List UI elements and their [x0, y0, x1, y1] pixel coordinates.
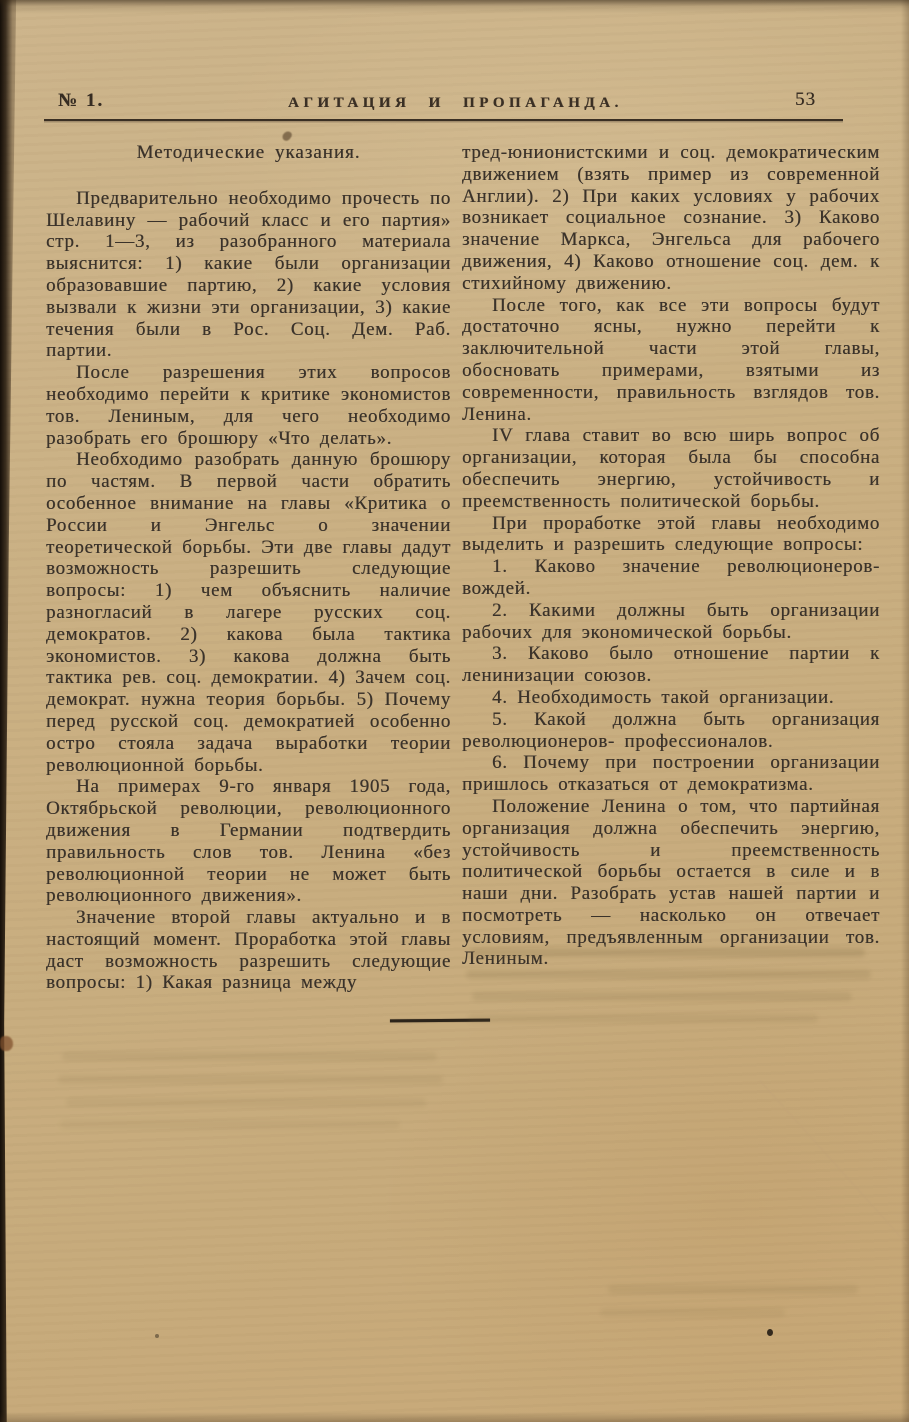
- showthrough-smudge: [608, 1285, 858, 1294]
- section-heading: Методические указания.: [136, 142, 361, 163]
- right-list-item-2: 2. Какими должны быть организации рабочих для экономической борьбы.: [462, 599, 880, 643]
- right-list-item-6: 6. Почему при построении организации пришлось отказаться от демократизма.: [462, 752, 880, 796]
- margin-stain: [0, 1036, 13, 1051]
- showthrough-smudge: [470, 948, 865, 957]
- right-list-item-1: 1. Каково значение революционеров-вождей.: [462, 556, 880, 599]
- showthrough-smudge: [58, 1075, 443, 1084]
- left-paragraph-1: Предварительно необходимо прочесть по Шелавину — рабочий класс и его партия» стр. 1—3, из разобранного материала выяснится: 1) какие были организации образовавшие партию, 2) какие условия вызвали к жизни эти организации, 3) какие течения были в Рос. Соц. Дем. Раб. партии.: [46, 187, 451, 362]
- showthrough-smudge: [60, 1120, 400, 1129]
- running-title: АГИТАЦИЯ И ПРОПАГАНДА.: [288, 95, 623, 111]
- left-paragraph-3: Необходимо разобрать данную брошюру по частям. В первой части обратить особенное внимание на главы «Критика о России и Энгельс о значении теоретической борьбы. Эти две главы дадут возможность разрешить следующие вопросы: 1) чем объяснить наличие разногласий в лагере русских соц. демократов. 2) какова была тактика экономистов. 3) какова должна быть тактика рев. соц. демократии. 4) Зачем соц. демократ. нужна теория борьбы. 5) Почему перед русской соц. демократией особенно остро стояла задача выработки теории революционной борьбы.: [46, 449, 451, 776]
- left-paragraph-4: На примерах 9-го января 1905 года, Октябрьской революции, революционного движения в Германии подтвердить правильность слов тов. Ленина «без революционной теории не может быть революционного движения».: [46, 776, 451, 907]
- right-list-item-4: 4. Необходимость такой организации.: [492, 686, 835, 708]
- left-paragraph-2: После разрешения этих вопросов необходимо перейти к критике экономистов тов. Лениным, для чего необходимо разобрать его брошюру «Что делать».: [46, 362, 451, 449]
- left-paragraph-5: Значение второй главы актуально и в настоящий момент. Проработка этой главы даст возможность разрешить следующие вопросы: 1) Какая разница между: [46, 907, 451, 994]
- showthrough-smudge: [472, 992, 852, 1001]
- right-list-item-3: 3. Каково было отношение партии к ленинизации союзов.: [462, 643, 880, 687]
- paper-scratch: [759, 1080, 907, 1244]
- right-paragraph-1: тред-юнионистскими и соц. демократическим движением (взять пример из современной Англии). 2) При каких условиях у рабочих возникает социальное сознание. 3) Каково значение Маркса, Энгельса для рабочего движения, 4) Каково отношение соц. дем. к стихийному движению.: [462, 142, 880, 294]
- showthrough-smudge: [62, 1052, 437, 1061]
- right-paragraph-2: После того, как все эти вопросы будут достаточно ясны, нужно перейти к заключительной части этой главы, обосновать примерами, взятыми из современности, правильность взглядов тов. Ленина.: [462, 294, 880, 425]
- issue-number: № 1.: [58, 90, 105, 111]
- header-rule: [44, 119, 843, 121]
- ink-speck: [155, 1334, 159, 1338]
- showthrough-smudge: [466, 970, 871, 979]
- showthrough-smudge: [600, 1308, 785, 1317]
- ink-speck: [767, 1329, 773, 1336]
- right-paragraph-3: IV глава ставит во всю ширь вопрос об организации, которая была бы способна обеспечить энергию, устойчивость и преемственность политической борьбы.: [462, 425, 880, 512]
- page-bottom-edge: [0, 1412, 909, 1422]
- right-paragraph-4: При проработке этой главы необходимо выделить и разрешить следующие вопросы:: [462, 512, 880, 556]
- ink-fleck: [281, 130, 293, 143]
- right-column: [462, 142, 880, 970]
- right-paragraph-11: Положение Ленина о том, что партийная организация должна обеспечить энергию, устойчивость и преемственность политической борьбы остается в силе и в наши дни. Разобрать устав нашей партии и посмотреть — насколько он отвечает условиям, предъявленным организации тов. Лениным.: [462, 795, 880, 970]
- showthrough-smudge: [66, 1098, 426, 1107]
- left-column: [46, 142, 451, 994]
- page-right-edge: [901, 0, 909, 1422]
- page-top-edge: [0, 0, 909, 14]
- right-list-item-5: 5. Какой должна быть организация революционеров- профессионалов.: [462, 708, 880, 752]
- showthrough-smudge: [468, 1014, 818, 1023]
- binding-shadow-edge: [0, 0, 26, 1422]
- page-number: 53: [795, 89, 816, 110]
